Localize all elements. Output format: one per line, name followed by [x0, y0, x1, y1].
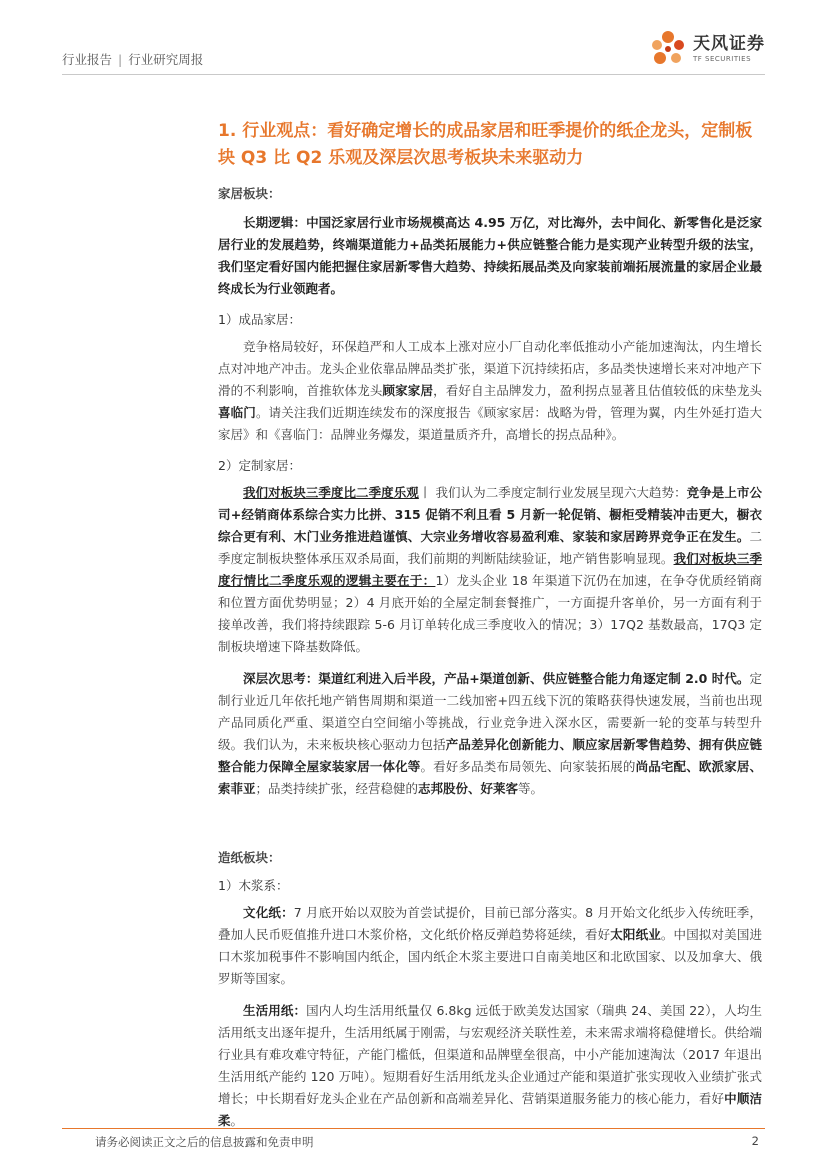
text-run: 7 月底开始以双胶为首尝试提价，目前已部分落实。8 月开始文化纸步入传统旺季，叠加人民币贬值推升进口木浆价格，文化纸价格反弹趋势将延续，看好	[218, 905, 762, 942]
culture-paper-paragraph	[218, 902, 762, 990]
home-section-label: 家居板块：	[218, 186, 281, 201]
pulp-label: 1）木浆系：	[218, 878, 289, 893]
header-divider	[62, 74, 765, 75]
highlight-text: 竞争是上市公司+经销商体系综合实力比拼、315 促销不利且看 5 月新一轮促销、橱柜受精装冲击更大，橱衣综合更有利、木门业务推进趋谨慎、大宗业务增收容易盈利难、家装和家居跨界竞争正在发生。	[218, 485, 762, 544]
text-run: 定制行业近几年依托地产销售周期和渠道一二线加密+四五线下沉的策略获得快速发展，当前也出现产品同质化严重、渠道空白空间缩小等挑战，行业竞争进入深水区，需要新一轮的变革与转型升级。我们认为，未来板块核心驱动力包括	[218, 671, 762, 752]
text-run: 。看好多品类布局领先、向家装拓展的	[420, 759, 636, 774]
text-run: 。请关注我们近期连续发布的深度报告《顾家家居：战略为骨，管理为翼，内生外延打造大家居》和《喜临门：品牌业务爆发，渠道量质齐升，高增长的拐点品种》。	[218, 405, 762, 442]
text-run: 。中国拟对美国进口木浆加税事件不影响国内纸企，国内纸企木浆主要进口自南美地区和北欧国家、以及加拿大、俄罗斯等国家。	[218, 927, 762, 986]
stock-pick: 太阳纸业	[610, 927, 661, 942]
text-run: ，看好自主品牌发力，盈利拐点显著且估值较低的床垫龙头	[433, 383, 762, 398]
breadcrumb-separator: |	[118, 52, 123, 67]
logo-name-cn: 天风证券	[693, 33, 765, 54]
report-subcategory: 行业研究周报	[128, 52, 204, 67]
deep-thinking-paragraph	[218, 668, 762, 800]
paper-section-label: 造纸板块：	[218, 850, 281, 865]
stock-pick: 尚品宅配、欧派家居、索菲亚	[218, 759, 762, 796]
text-run: 丨 我们认为二季度定制行业发展呈现六大趋势：	[418, 485, 687, 500]
highlight-text: 我们对板块三季度行情比二季度乐观的逻辑主要在于：	[218, 551, 762, 588]
highlight-text: 文化纸：	[243, 905, 294, 920]
footer-disclaimer: 请务必阅读正文之后的信息披露和免责申明	[95, 1135, 314, 1149]
report-category: 行业报告	[62, 52, 113, 67]
stock-pick: 顾家家居	[382, 383, 434, 398]
tf-flower-logo-icon	[647, 28, 689, 70]
footer-divider	[62, 1128, 765, 1129]
home-logic-text: 长期逻辑：中国泛家居行业市场规模高达 4.95 万亿，对比海外，去中间化、新零售化是泛家居行业的发展趋势，终端渠道能力+品类拓展能力+供应链整合能力是实现产业转型升级的法宝，我们坚定看好国内能把握住家居新零售大趋势、持续拓展品类及向家装前端拓展流量的家居企业最终成长为行业领跑者。	[218, 215, 762, 296]
custom-furniture-paragraph	[218, 482, 762, 658]
text-run: 。	[230, 1113, 244, 1128]
custom-furniture-label: 2）定制家居：	[218, 458, 301, 473]
report-body	[218, 118, 762, 1142]
report-breadcrumb	[62, 50, 203, 68]
highlight-text: 生活用纸：	[243, 1003, 307, 1018]
highlight-text: 我们对板块三季度比二季度乐观	[243, 485, 419, 500]
page-number: 2	[751, 1134, 759, 1148]
logo-name-en: TF SECURITIES	[693, 54, 752, 63]
highlight-text: 深层次思考：渠道红利进入后半段，产品+渠道创新、供应链整合能力角逐定制 2.0 时代。	[243, 671, 750, 686]
text-run: 竞争格局较好，环保趋严和人工成本上涨对应小厂自动化率低推动小产能加速淘汰，内生增长点对冲地产冲击。龙头企业依靠品牌品类扩张，渠道下沉持续拓店，多品类快速增长来对冲地产下滑的不利影响，首推软体龙头	[218, 339, 762, 398]
finished-furniture-label: 1）成品家居：	[218, 312, 301, 327]
tissue-paper-paragraph	[218, 1000, 762, 1132]
stock-pick: 喜临门	[218, 405, 256, 420]
text-run: 二季度定制板块整体承压双杀局面，我们前期的判断陆续验证，地产销售影响显现。	[218, 529, 762, 566]
text-run: 等。	[518, 781, 544, 796]
section-title: 1. 行业观点：看好确定增长的成品家居和旺季提价的纸企龙头，定制板块 Q3 比 Q2 乐观及深层次思考板块未来驱动力	[218, 121, 753, 168]
highlight-text: 产品差异化创新能力、顺应家居新零售趋势、拥有供应链整合能力保障全屋家装家居一体化等	[218, 737, 762, 774]
stock-pick: 中顺洁柔	[218, 1091, 762, 1128]
home-logic-paragraph	[218, 212, 762, 300]
tf-securities-logo	[647, 28, 765, 70]
finished-furniture-paragraph	[218, 336, 762, 446]
text-run: 国内人均生活用纸量仅 6.8kg 远低于欧美发达国家（瑞典 24、美国 22），人均生活用纸支出逐年提升，生活用纸属于刚需，与宏观经济关联性差，未来需求端将稳健增长。供给端行业具有难攻难守特征，产能门槛低，但渠道和品牌壁垒很高，中小产能加速淘汰（2017 年退出生活用纸产能约 120 万吨）。短期看好生活用纸龙头企业通过产能和渠道扩张实现收入业绩扩张式增长；中长期看好龙头企业在产品创新和高端差异化、营销渠道服务能力的核心能力，看好	[218, 1003, 762, 1106]
text-run: ；品类持续扩张，经营稳健的	[255, 781, 419, 796]
stock-pick: 志邦股份、好莱客	[418, 781, 519, 796]
text-run: 1）龙头企业 18 年渠道下沉仍在加速，在争夺优质经销商和位置方面优势明显；2）4 月底开始的全屋定制套餐推广，一方面提升客单价，另一方面有利于接单改善，我们将持续跟踪 5-6 月订单转化成三季度收入的情况；3）17Q2 基数最高，17Q3 定制板块增速下降基数降低。	[218, 573, 762, 654]
